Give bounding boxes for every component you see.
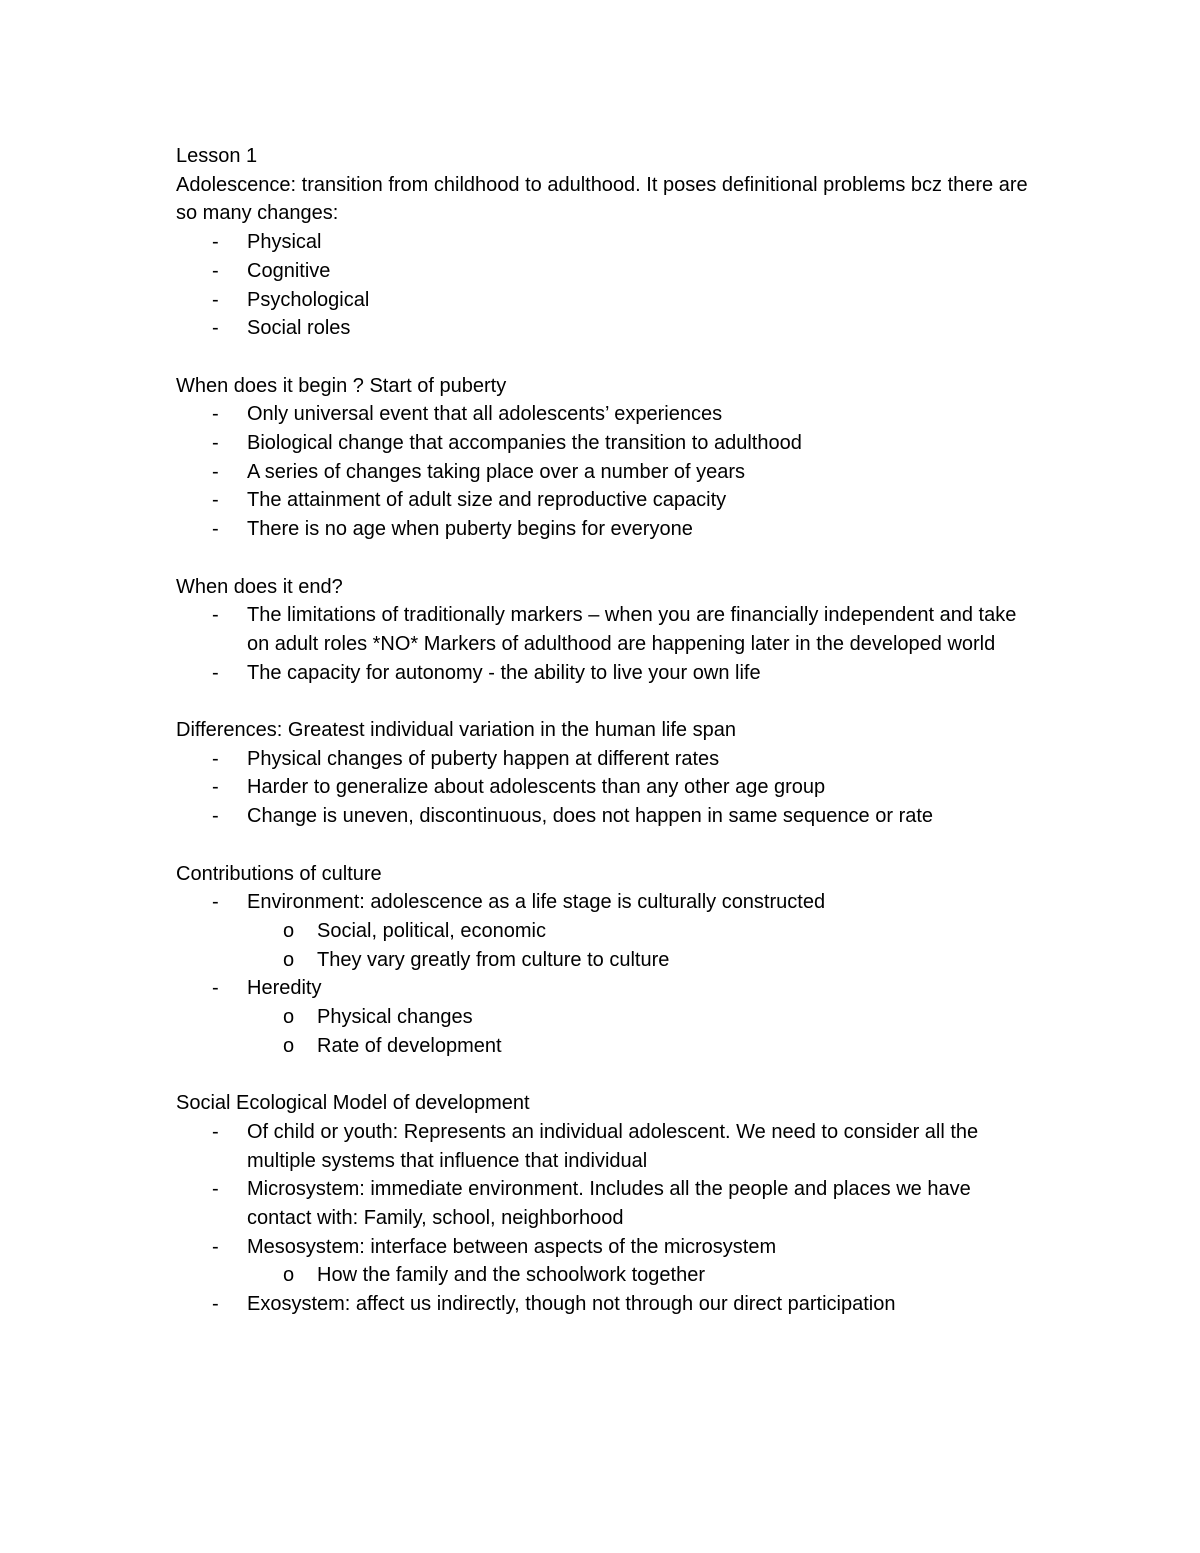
begin-list <box>176 400 1036 544</box>
sub-list-item <box>176 1261 1036 1290</box>
dash-bullet: - <box>212 1293 219 1316</box>
list-item-text: A series of changes taking place over a number of years <box>247 460 746 483</box>
dash-bullet: - <box>212 1120 219 1143</box>
sub-list-item <box>176 1003 1036 1032</box>
circle-bullet: o <box>283 948 295 971</box>
list-item-text: Social roles <box>247 317 351 340</box>
spacer <box>176 687 1036 716</box>
dash-bullet: - <box>212 460 219 483</box>
section-heading-differences: Differences: Greatest individual variation in the human life span <box>176 719 736 742</box>
list-item <box>176 1233 1036 1262</box>
dash-bullet: - <box>212 489 219 512</box>
list-item <box>176 802 1036 831</box>
culture-list <box>176 888 1036 1060</box>
list-item-text: Environment: adolescence as a life stage is culturally constructed <box>247 891 826 914</box>
list-item <box>176 286 1036 315</box>
list-item <box>176 228 1036 257</box>
list-item-text: Mesosystem: interface between aspects of the microsystem <box>247 1235 777 1258</box>
dash-bullet: - <box>212 747 219 770</box>
dash-bullet: - <box>212 1178 219 1201</box>
dash-bullet: - <box>212 518 219 541</box>
list-item <box>176 601 1036 658</box>
section-heading-ecological: Social Ecological Model of development <box>176 1092 530 1115</box>
list-item-text: Only universal event that all adolescents’ experiences <box>247 403 723 426</box>
dash-bullet: - <box>212 661 219 684</box>
sub-list-item-text: Social, political, economic <box>317 919 546 942</box>
dash-bullet: - <box>212 403 219 426</box>
list-item <box>176 745 1036 774</box>
sub-list-item-text: They vary greatly from culture to culture <box>317 948 670 971</box>
list-item-text: The capacity for autonomy - the ability to live your own life <box>247 661 761 684</box>
dash-bullet: - <box>212 1235 219 1258</box>
intro-list <box>176 228 1036 343</box>
list-item <box>176 974 1036 1003</box>
list-item-text: Heredity <box>247 977 322 1000</box>
list-item <box>176 659 1036 688</box>
list-item-text: There is no age when puberty begins for everyone <box>247 518 693 541</box>
document-body <box>176 142 1036 1319</box>
list-item <box>176 888 1036 917</box>
list-item-text: Exosystem: affect us indirectly, though not through our direct participation <box>247 1293 896 1316</box>
list-item <box>176 314 1036 343</box>
lesson-title: Lesson 1 <box>176 145 258 167</box>
sub-list-item <box>176 1032 1036 1061</box>
list-item-text: Physical <box>247 231 322 254</box>
list-item <box>176 458 1036 487</box>
spacer <box>176 343 1036 372</box>
spacer <box>176 1060 1036 1089</box>
spacer <box>176 544 1036 573</box>
list-item-text: Harder to generalize about adolescents than any other age group <box>247 776 826 799</box>
ecological-list <box>176 1118 1036 1319</box>
dash-bullet: - <box>212 231 219 254</box>
list-item-text: Of child or youth: Represents an individual adolescent. We need to consider all the multiple systems that influence that individual <box>247 1120 979 1172</box>
differences-list <box>176 745 1036 831</box>
dash-bullet: - <box>212 891 219 914</box>
list-item <box>176 429 1036 458</box>
list-item-text: Biological change that accompanies the transition to adulthood <box>247 432 802 455</box>
dash-bullet: - <box>212 259 219 282</box>
circle-bullet: o <box>283 1034 295 1057</box>
list-item-text: The attainment of adult size and reproductive capacity <box>247 489 727 512</box>
list-item-text: Psychological <box>247 288 370 311</box>
sub-list-item-text: Physical changes <box>317 1006 473 1029</box>
circle-bullet: o <box>283 1006 295 1029</box>
list-item-text: The limitations of traditionally markers – when you are financially independent and take on adult roles *NO* Markers of adulthood are happening later in the developed world <box>247 604 1017 655</box>
spacer <box>176 831 1036 860</box>
list-item-text: Cognitive <box>247 259 331 282</box>
section-heading-culture: Contributions of culture <box>176 862 382 885</box>
list-item <box>176 773 1036 802</box>
list-item <box>176 1175 1036 1232</box>
sub-list-item-text: Rate of development <box>317 1034 502 1057</box>
dash-bullet: - <box>212 977 219 1000</box>
list-item-text: Microsystem: immediate environment. Includes all the people and places we have contact with: Family, school, neighborhood <box>247 1178 971 1229</box>
dash-bullet: - <box>212 317 219 340</box>
list-item <box>176 486 1036 515</box>
sub-list-item-text: How the family and the schoolwork together <box>317 1264 705 1287</box>
circle-bullet: o <box>283 1264 295 1287</box>
dash-bullet: - <box>212 432 219 455</box>
list-item <box>176 400 1036 429</box>
sub-list-item <box>176 946 1036 975</box>
sub-list-item <box>176 917 1036 946</box>
dash-bullet: - <box>212 776 219 799</box>
dash-bullet: - <box>212 604 219 627</box>
list-item <box>176 515 1036 544</box>
dash-bullet: - <box>212 805 219 828</box>
list-item <box>176 1290 1036 1319</box>
intro-paragraph: Adolescence: transition from childhood to adulthood. It poses definitional problems bcz there are so many changes: <box>176 173 1028 225</box>
circle-bullet: o <box>283 919 295 942</box>
section-heading-begin: When does it begin ? Start of puberty <box>176 374 507 397</box>
end-list <box>176 601 1036 687</box>
section-heading-end: When does it end? <box>176 575 343 598</box>
list-item <box>176 257 1036 286</box>
list-item-text: Physical changes of puberty happen at different rates <box>247 747 720 770</box>
list-item <box>176 1118 1036 1175</box>
list-item-text: Change is uneven, discontinuous, does not happen in same sequence or rate <box>247 805 934 828</box>
dash-bullet: - <box>212 288 219 311</box>
